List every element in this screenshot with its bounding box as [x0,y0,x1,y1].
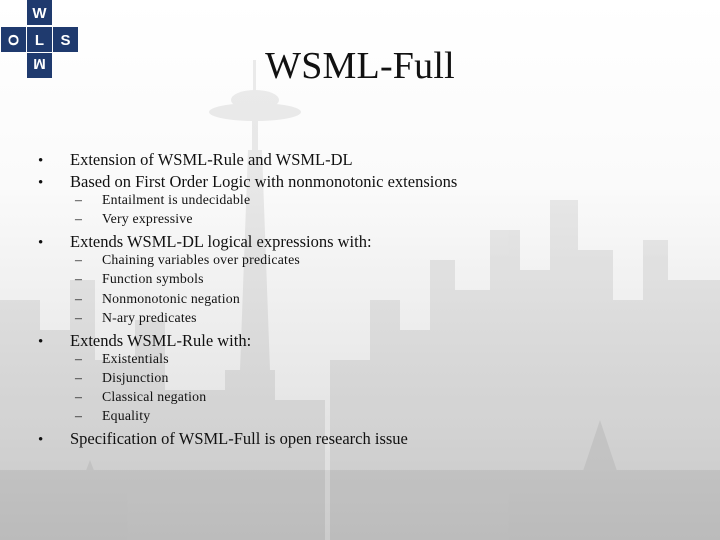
sub-bullet-text: Very expressive [102,211,193,226]
sub-bullet-item [75,408,150,424]
dash-marker: – [75,291,83,306]
bullet-marker: • [38,175,44,191]
sub-bullet-item [75,389,206,405]
logo-letter-l: L [34,32,45,49]
sub-bullet-text: N-ary predicates [102,310,197,325]
bullet-item [38,429,408,449]
dash-marker: – [75,271,83,286]
sub-bullet-text: Entailment is undecidable [102,192,251,207]
bullet-text: Based on First Order Logic with nonmonotonic extensions [70,172,458,191]
logo-letter-w: W [32,5,47,22]
bullet-marker: • [38,432,44,448]
bullet-text: Specification of WSML-Full is open research issue [70,429,408,448]
dash-marker: – [75,252,83,267]
logo-letter-o: O [5,34,23,46]
sub-bullet-text: Nonmonotonic negation [102,291,240,306]
bullet-marker: • [38,235,44,251]
bullet-marker: • [38,153,44,169]
sub-bullet-item [75,351,169,367]
sub-bullet-item [75,271,204,287]
sub-bullet-item [75,370,169,386]
sub-bullet-item [75,211,193,227]
sub-bullet-text: Existentials [102,351,169,366]
bullet-item [38,331,251,351]
sub-bullet-text: Equality [102,408,151,423]
sub-bullet-item [75,291,240,307]
dash-marker: – [75,192,83,207]
sub-bullet-item [75,310,197,326]
sub-bullet-item [75,252,300,268]
slide-title: WSML-Full [265,45,455,87]
bullet-text: Extension of WSML-Rule and WSML-DL [70,150,353,169]
sub-bullet-text: Function symbols [102,271,204,286]
bullet-text: Extends WSML-DL logical expressions with: [70,232,372,251]
dash-marker: – [75,408,83,423]
dash-marker: – [75,370,83,385]
sub-bullet-text: Disjunction [102,370,169,385]
bullet-marker: • [38,334,44,350]
dash-marker: – [75,310,83,325]
logo-letter-m: M [33,55,46,72]
bullet-text: Extends WSML-Rule with: [70,331,252,350]
sub-bullet-item [75,192,250,208]
bullet-item [38,172,457,192]
bullet-item [38,150,353,170]
sub-bullet-text: Chaining variables over predicates [102,252,300,267]
sub-bullet-text: Classical negation [102,389,207,404]
bullet-item [38,232,372,252]
logo-letter-s: S [60,32,71,49]
dash-marker: – [75,389,83,404]
dash-marker: – [75,211,83,226]
dash-marker: – [75,351,83,366]
